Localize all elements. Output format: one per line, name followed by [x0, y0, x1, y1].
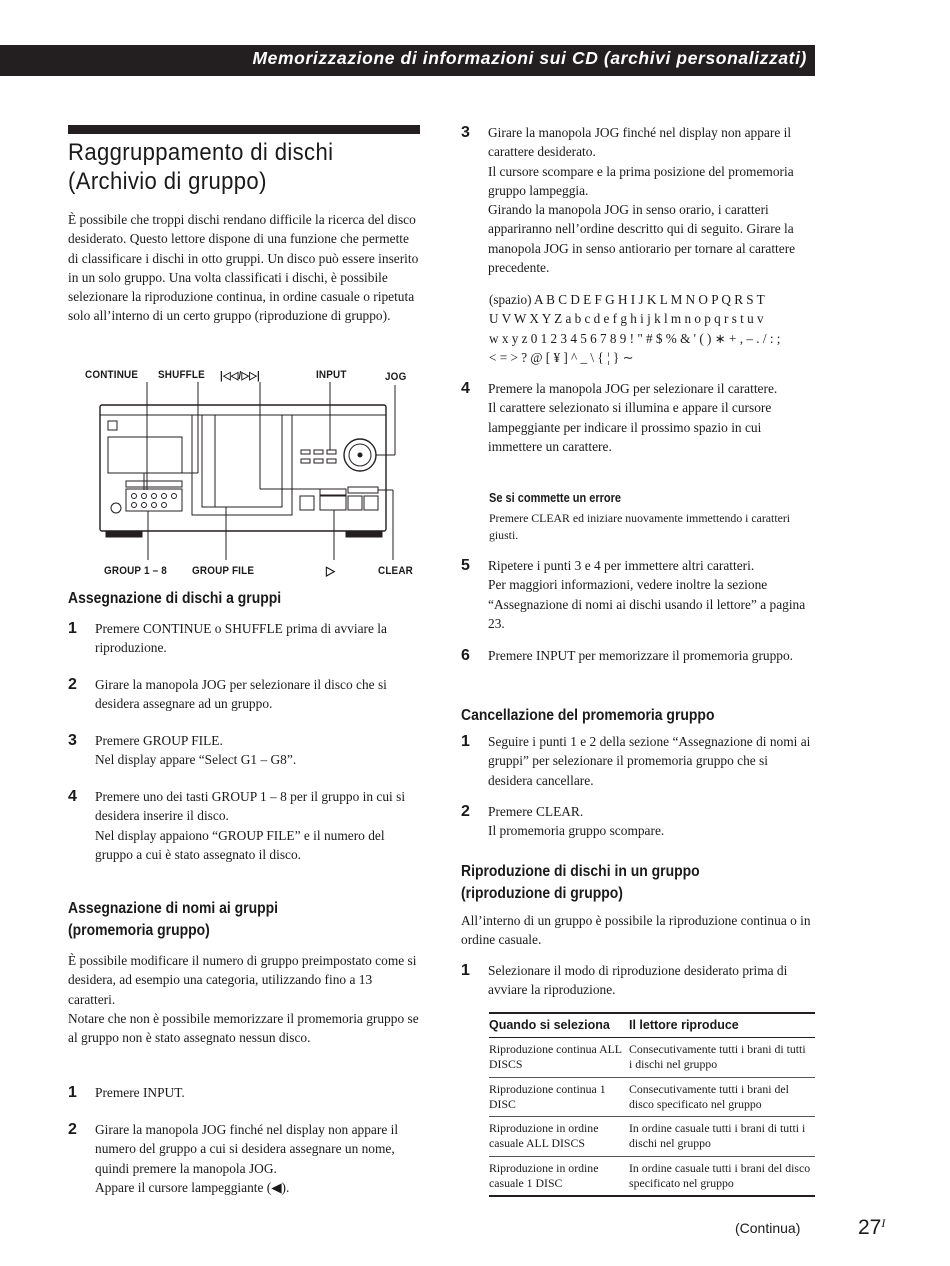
page-title-line1: Raggruppamento di dischi — [68, 139, 334, 166]
table-cell: Consecutivamente tutti i brani di tutti i dischi nel gruppo — [629, 1038, 815, 1078]
table-header: Il lettore riproduce — [629, 1013, 815, 1038]
step-text: Premere uno dei tasti GROUP 1 – 8 per il gruppo in cui si desidera inserire il disco. Nel display appaiono “GROUP FILE” e il numero del gruppo a cui è stato assegnato il disco. — [95, 789, 406, 862]
section3-title: Cancellazione del promemoria gruppo — [461, 707, 715, 724]
step-text: Premere INPUT. — [95, 1085, 185, 1100]
play-mode-table — [489, 1012, 815, 1197]
step-number: 1 — [68, 1084, 77, 1101]
section2-step — [68, 1120, 420, 1197]
header-title: Memorizzazione di informazioni sui CD (archivi personalizzati) — [252, 48, 807, 68]
table-cell: Consecutivamente tutti i brani del disco specificato nel gruppo — [629, 1077, 815, 1117]
table-cell: In ordine casuale tutti i brani di tutti i dischi nel gruppo — [629, 1117, 815, 1157]
step-text: Premere INPUT per memorizzare il promemoria gruppo. — [488, 648, 794, 663]
cd-player-illustration — [68, 365, 420, 565]
section4-title-line1: Riproduzione di dischi in un gruppo — [461, 863, 700, 880]
section2-step — [68, 1083, 420, 1102]
section4-intro: All’interno di un gruppo è possibile la riproduzione continua o in ordine casuale. — [461, 913, 811, 948]
label-group: GROUP 1 – 8 — [104, 565, 167, 577]
page-title-line2: (Archivio di gruppo) — [68, 168, 267, 195]
section2-intro: È possibile modificare il numero di gruppo preimpostato come si desidera, ad esempio una categoria, utilizzando fino a 13 caratteri. Notare che non è possibile memorizzare il promemoria gruppo se al gruppo non è stato assegnato nessun disco. — [68, 953, 419, 1046]
error-title: Se si commette un errore — [489, 491, 622, 505]
section1-step — [68, 619, 420, 658]
label-clear: CLEAR — [378, 565, 414, 577]
table-cell: Riproduzione in ordine casuale 1 DISC — [489, 1156, 629, 1196]
section2-title-line2: (promemoria gruppo) — [68, 922, 210, 939]
section1-step — [68, 731, 420, 770]
step-number: 1 — [461, 962, 470, 979]
step-number: 6 — [461, 647, 470, 664]
step-number: 4 — [461, 380, 470, 397]
step-number: 3 — [68, 732, 77, 749]
label-group-file: GROUP FILE — [192, 565, 255, 577]
step-text: Ripetere i punti 3 e 4 per immettere altri caratteri. Per maggiori informazioni, vedere inoltre la sezione “Assegnazione di nomi ai dischi usando il lettore” a pagina 23. — [488, 558, 806, 631]
section1-title: Assegnazione di dischi a gruppi — [68, 590, 282, 607]
step-text: Premere la manopola JOG per selezionare il carattere. Il carattere selezionato si illumina e appare il cursore lampeggiante per indicare il prossimo spazio in cui immettere un carattere. — [488, 381, 778, 454]
right-step-3 — [461, 123, 815, 277]
error-text: Premere CLEAR ed iniziare nuovamente immettendo i caratteri giusti. — [489, 511, 791, 542]
section1-step — [68, 675, 420, 714]
table-row — [489, 1156, 815, 1196]
step-number: 2 — [68, 676, 77, 693]
section2-title-line1: Assegnazione di nomi ai gruppi — [68, 900, 279, 917]
title-rule — [68, 125, 420, 134]
step-text: Girare la manopola JOG per selezionare il disco che si desidera assegnare ad un gruppo. — [95, 677, 387, 712]
table-row — [489, 1038, 815, 1078]
character-set: (spazio) A B C D E F G H I J K L M N O P Q R S T U V W X Y Z a b c d e f g h i j k l m n o p q r s t u v w x y z 0 1 2 3 4 5 6 7 8 9 ! " # $ % & ' ( ) ∗ + , – . / : ; < = > ? @ [ ¥ ] ^ _ \ { ¦ } ∼ — [489, 292, 781, 365]
section4-step — [461, 961, 815, 1000]
page-number-value: 27 — [858, 1216, 882, 1239]
step-number: 4 — [68, 788, 77, 805]
step-number: 3 — [461, 124, 470, 141]
label-input: INPUT — [316, 369, 347, 381]
step-number: 5 — [461, 557, 470, 574]
page-number — [858, 1216, 885, 1240]
section3-step — [461, 732, 815, 790]
step-text: Premere CONTINUE o SHUFFLE prima di avviare la riproduzione. — [95, 621, 387, 656]
header-bar — [0, 45, 815, 76]
step-text: Premere GROUP FILE. Nel display appare “Select G1 – G8”. — [95, 733, 297, 768]
table-cell: In ordine casuale tutti i brani del disco specificato nel gruppo — [629, 1156, 815, 1196]
right-step-5 — [461, 556, 815, 633]
player-diagram — [68, 365, 420, 585]
table-cell: Riproduzione in ordine casuale ALL DISCS — [489, 1117, 629, 1157]
section1-step — [68, 787, 420, 864]
table-header: Quando si seleziona — [489, 1013, 629, 1038]
table-row — [489, 1077, 815, 1117]
right-step-6 — [461, 646, 815, 665]
label-shuffle: SHUFFLE — [158, 369, 205, 381]
table-row — [489, 1117, 815, 1157]
page-title — [68, 138, 392, 196]
step-text: Seguire i punti 1 e 2 della sezione “Assegnazione di nomi ai gruppi” per selezionare il promemoria gruppo che si desidera cancellare. — [488, 734, 811, 788]
step-text: Selezionare il modo di riproduzione desiderato prima di avviare la riproduzione. — [488, 963, 788, 998]
step-number: 1 — [68, 620, 77, 637]
step-number: 2 — [461, 803, 470, 820]
section4-title-line2: (riproduzione di gruppo) — [461, 885, 623, 902]
intro-paragraph: È possibile che troppi dischi rendano difficile la ricerca del disco desiderato. Questo lettore dispone di una funzione che permette di classificare i dischi in otto gruppi. Un disco può essere inserito in un solo gruppo. Una volta classificati i dischi, è possibile selezionare la riproduzione continua, in ordine casuale o ripetuta solo all’interno di un certo gruppo (riproduzione di gruppo). — [68, 212, 419, 324]
continued-note: (Continua) — [735, 1220, 801, 1236]
step-text: Girare la manopola JOG finché nel display non appare il numero del gruppo a cui si desidera assegnare un nome, quindi premere la manopola JOG. Appare il cursore lampeggiante (◀). — [95, 1122, 399, 1195]
page-suffix: I — [881, 1216, 886, 1230]
label-jog: JOG — [385, 371, 407, 383]
right-step-4 — [461, 379, 815, 456]
table-cell: Riproduzione continua ALL DISCS — [489, 1038, 629, 1078]
step-text: Girare la manopola JOG finché nel display non appare il carattere desiderato. Il cursore scompare e la prima posizione del promemoria gruppo lampeggia. Girando la manopola JOG in senso orario, i caratteri appariranno nell’ordine descritto qui di seguito. Girare la manopola JOG in senso antiorario per tornare al carattere precedente. — [488, 125, 796, 276]
label-skip: |◁◁/▷▷| — [220, 370, 261, 382]
step-number: 1 — [461, 733, 470, 750]
table-cell: Riproduzione continua 1 DISC — [489, 1077, 629, 1117]
table-header-row — [489, 1013, 815, 1038]
label-play: ▷ — [326, 563, 336, 578]
step-number: 2 — [68, 1121, 77, 1138]
step-text: Premere CLEAR. Il promemoria gruppo scompare. — [488, 804, 665, 839]
label-continue: CONTINUE — [85, 369, 139, 381]
section3-step — [461, 802, 815, 841]
section2-title — [68, 898, 278, 942]
section4-title — [461, 861, 700, 905]
